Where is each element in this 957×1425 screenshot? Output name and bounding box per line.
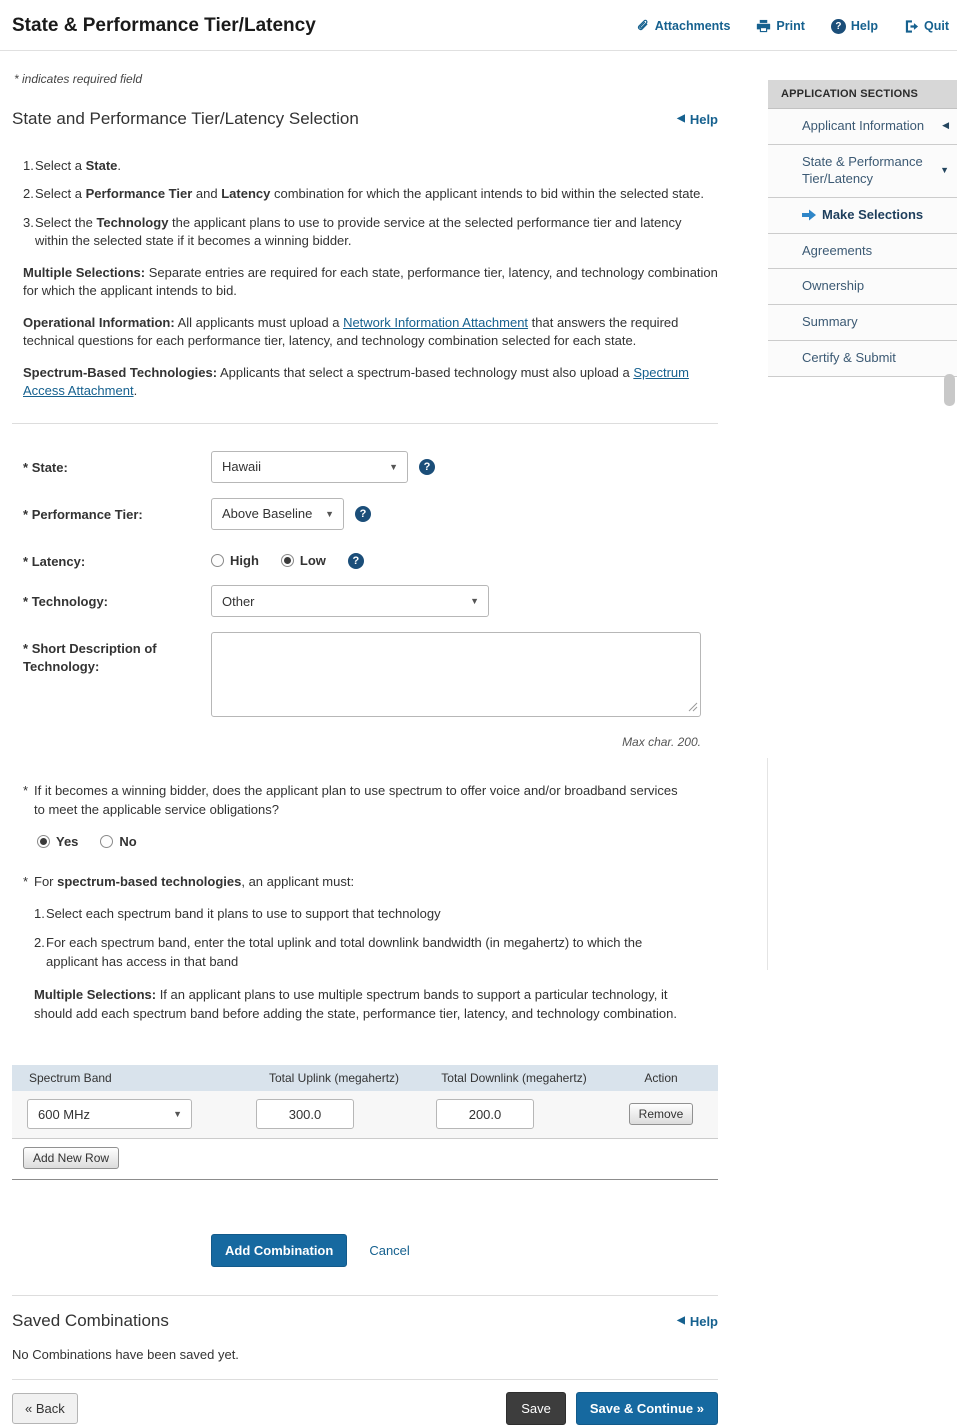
step-text: Select a Performance Tier and Latency combination for which the applicant intends to bid within the selected state.: [35, 186, 704, 202]
column-header-action: Action: [644, 1071, 678, 1086]
scrollbar-thumb[interactable]: [944, 374, 955, 406]
technology-row: [23, 585, 718, 617]
step-number: 2.: [23, 186, 34, 202]
state-row: [23, 451, 718, 483]
technology-label: * Technology:: [23, 594, 108, 610]
step-text: Select a State.: [35, 158, 122, 173]
sidebar-item-label: Applicant Information: [802, 118, 925, 133]
operational-information-paragraph: Operational Information: All applicants must upload a Network Information Attachment that answers the required technical questions for each performance tier, latency, and technology combination selected for each state.: [23, 314, 679, 349]
sidebar-item-certify-submit[interactable]: [768, 341, 957, 377]
spectrum-band-select-value: 600 MHz: [38, 1106, 91, 1122]
chevron-down-icon: ▼: [470, 596, 479, 607]
step-1: [23, 157, 718, 175]
latency-high-label: High: [230, 553, 259, 569]
table-row: [12, 1091, 718, 1139]
step-number: 1.: [34, 905, 45, 921]
state-label: * State:: [23, 459, 68, 475]
resize-grip-icon[interactable]: [688, 700, 698, 715]
sidebar-item-agreements[interactable]: [768, 234, 957, 270]
sidebar-item-label: Make Selections: [822, 206, 924, 222]
help-triangle-icon: ◀: [677, 113, 685, 124]
sidebar-header: APPLICATION SECTIONS: [768, 80, 957, 109]
sidebar-item-label: State & Performance Tier/Latency: [802, 153, 923, 186]
uplink-input[interactable]: [256, 1099, 354, 1129]
page-title: State & Performance Tier/Latency: [12, 15, 316, 36]
expanded-triangle-icon: ▼: [940, 164, 949, 175]
scroll-track-line: [767, 758, 768, 970]
radio-checked-icon: [281, 554, 294, 567]
latency-row: [23, 545, 718, 571]
help-button[interactable]: [831, 19, 878, 34]
spectrum-band-select[interactable]: [27, 1099, 192, 1129]
back-button[interactable]: « Back: [12, 1393, 78, 1424]
step-number: 3.: [23, 214, 34, 230]
spectrum-intro-text: For spectrum-based technologies, an applicant must:: [34, 873, 355, 889]
description-row: [23, 632, 718, 720]
footer-buttons: [12, 1392, 718, 1425]
spectrum-option-no[interactable]: [100, 834, 136, 849]
help-circle-icon: ?: [831, 19, 846, 34]
radio-unchecked-icon: [211, 554, 224, 567]
required-field-note: * indicates required field: [14, 72, 143, 86]
spectrum-question: [23, 782, 718, 820]
radio-checked-icon: [37, 835, 50, 848]
section-help-link[interactable]: [677, 112, 718, 127]
quit-label: Quit: [924, 19, 949, 33]
sidebar-item-label: Summary: [802, 314, 858, 330]
column-header-band: Spectrum Band: [29, 1071, 112, 1086]
spectrum-technologies-paragraph: Spectrum-Based Technologies: Applicants that select a spectrum-based technology must also upload a Spectrum Access Attachment.: [23, 364, 689, 399]
column-header-uplink: Total Uplink (megahertz): [268, 1071, 400, 1086]
print-button[interactable]: [756, 19, 804, 34]
spectrum-steps: [12, 905, 718, 971]
main-content: [12, 72, 718, 1425]
description-label: * Short Description of Technology:: [23, 641, 157, 674]
paperclip-icon: [635, 19, 650, 34]
page-header: [0, 0, 957, 51]
saved-combinations-divider: [12, 1295, 718, 1296]
max-char-note: Max char. 200.: [622, 735, 701, 750]
sidebar-item-make-selections[interactable]: [768, 198, 957, 234]
technology-description-textarea[interactable]: [211, 632, 701, 717]
saved-combinations-header: [12, 1311, 718, 1331]
spectrum-intro: [23, 874, 718, 889]
latency-option-low[interactable]: [281, 553, 326, 568]
spectrum-question-text: If it becomes a winning bidder, does the applicant plan to use spectrum to offer voice and/or broadband services to meet the applicable service obligations?: [34, 783, 678, 817]
collapsed-triangle-icon: ◀: [942, 120, 949, 131]
saved-combinations-title: Saved Combinations: [12, 1311, 169, 1331]
add-new-row-button[interactable]: Add New Row: [23, 1147, 119, 1169]
step-text: Select each spectrum band it plans to use to support that technology: [46, 905, 441, 921]
downlink-input[interactable]: [436, 1099, 534, 1129]
chevron-down-icon: ▼: [325, 508, 334, 519]
instruction-steps: [12, 157, 718, 251]
form-top-divider: [12, 423, 718, 424]
current-section-arrow-icon: [802, 210, 816, 221]
help-label: Help: [850, 19, 878, 33]
quit-button[interactable]: [904, 19, 949, 34]
print-label: Print: [776, 19, 805, 33]
printer-icon: [756, 19, 771, 34]
table-header-row: [12, 1065, 718, 1091]
spectrum-access-attachment-link[interactable]: Spectrum Access Attachment: [23, 364, 689, 399]
required-asterisk: *: [23, 783, 29, 799]
save-button[interactable]: Save: [506, 1392, 566, 1425]
no-combinations-message: No Combinations have been saved yet.: [12, 1347, 239, 1363]
section-header: [12, 109, 718, 129]
performance-tier-select-value: Above Baseline: [222, 506, 313, 522]
attachments-label: Attachments: [654, 19, 731, 33]
section-title: State and Performance Tier/Latency Selection: [12, 109, 359, 128]
chevron-down-icon: ▼: [389, 461, 398, 472]
sidebar-item-applicant-information[interactable]: [768, 109, 957, 145]
network-information-attachment-link[interactable]: Network Information Attachment: [343, 314, 529, 330]
spectrum-option-yes[interactable]: [37, 834, 78, 849]
add-combination-button[interactable]: Add Combination: [211, 1234, 347, 1267]
cancel-link[interactable]: Cancel: [369, 1243, 410, 1259]
spectrum-step-2: [34, 934, 718, 971]
sidebar-item-label: Agreements: [802, 242, 873, 258]
save-continue-button[interactable]: Save & Continue »: [576, 1392, 718, 1425]
spectrum-band-table: [12, 1065, 718, 1180]
latency-radio-group: [211, 545, 364, 569]
section-help-label: Help: [689, 111, 718, 127]
state-help-icon[interactable]: ?: [419, 459, 435, 475]
saved-help-label: Help: [689, 1313, 718, 1329]
step-2: [23, 185, 718, 203]
latency-help-icon[interactable]: ?: [348, 553, 364, 569]
performance-tier-select[interactable]: [211, 498, 344, 530]
spectrum-step-1: [34, 905, 718, 923]
spectrum-multiple-selections-paragraph: Multiple Selections: If an applicant plans to use multiple spectrum bands to support a particular technology, it should add each spectrum band before adding the state, performance tier, latency, and technology combination.: [34, 987, 677, 1021]
spectrum-yes-label: Yes: [56, 833, 79, 849]
performance-tier-help-icon[interactable]: ?: [355, 506, 371, 522]
spectrum-no-label: No: [119, 833, 137, 849]
state-select[interactable]: [211, 451, 408, 483]
step-text: For each spectrum band, enter the total uplink and total downlink bandwidth (in megahertz) to which the applicant has access in that band: [46, 935, 643, 969]
latency-label: * Latency:: [23, 553, 86, 569]
combination-actions: [211, 1234, 718, 1267]
chevron-down-icon: ▼: [173, 1109, 182, 1120]
saved-combinations-help-link[interactable]: [677, 1314, 718, 1329]
required-asterisk: *: [23, 873, 29, 889]
attachments-button[interactable]: [635, 19, 731, 34]
latency-option-high[interactable]: [211, 553, 259, 568]
help-triangle-icon: ◀: [677, 1315, 685, 1327]
performance-tier-label: * Performance Tier:: [23, 506, 143, 522]
step-text: Select the Technology the applicant plans to use to provide service at the selected performance tier and latency within the selected state if it becomes a winning bidder.: [35, 214, 682, 249]
latency-low-label: Low: [299, 553, 326, 569]
remove-row-button[interactable]: Remove: [629, 1103, 694, 1125]
sidebar-item-ownership[interactable]: [768, 269, 957, 305]
footer-divider: [12, 1379, 718, 1380]
step-3: [23, 214, 718, 251]
sidebar-item-label: Ownership: [802, 278, 865, 294]
selection-form: [12, 451, 718, 1268]
multiple-selections-paragraph: Multiple Selections: Separate entries are required for each state, performance tier, latency, and technology combination for which the applicant intends to bid.: [23, 264, 718, 299]
column-header-downlink: Total Downlink (megahertz): [441, 1071, 587, 1086]
state-select-value: Hawaii: [222, 459, 262, 475]
spectrum-radio-group: [37, 834, 718, 849]
step-number: 1.: [23, 158, 34, 173]
technology-select-value: Other: [222, 593, 255, 609]
exit-icon: [904, 19, 919, 34]
performance-tier-row: [23, 498, 718, 530]
header-toolbar: [635, 19, 949, 34]
sidebar-item-label: Certify & Submit: [802, 350, 896, 366]
radio-unchecked-icon: [100, 835, 113, 848]
sidebar-item-state-performance[interactable]: [768, 145, 957, 198]
application-sections-sidebar: [768, 80, 957, 377]
step-number: 2.: [34, 935, 45, 951]
technology-select[interactable]: [211, 585, 489, 617]
sidebar-item-summary[interactable]: [768, 305, 957, 341]
